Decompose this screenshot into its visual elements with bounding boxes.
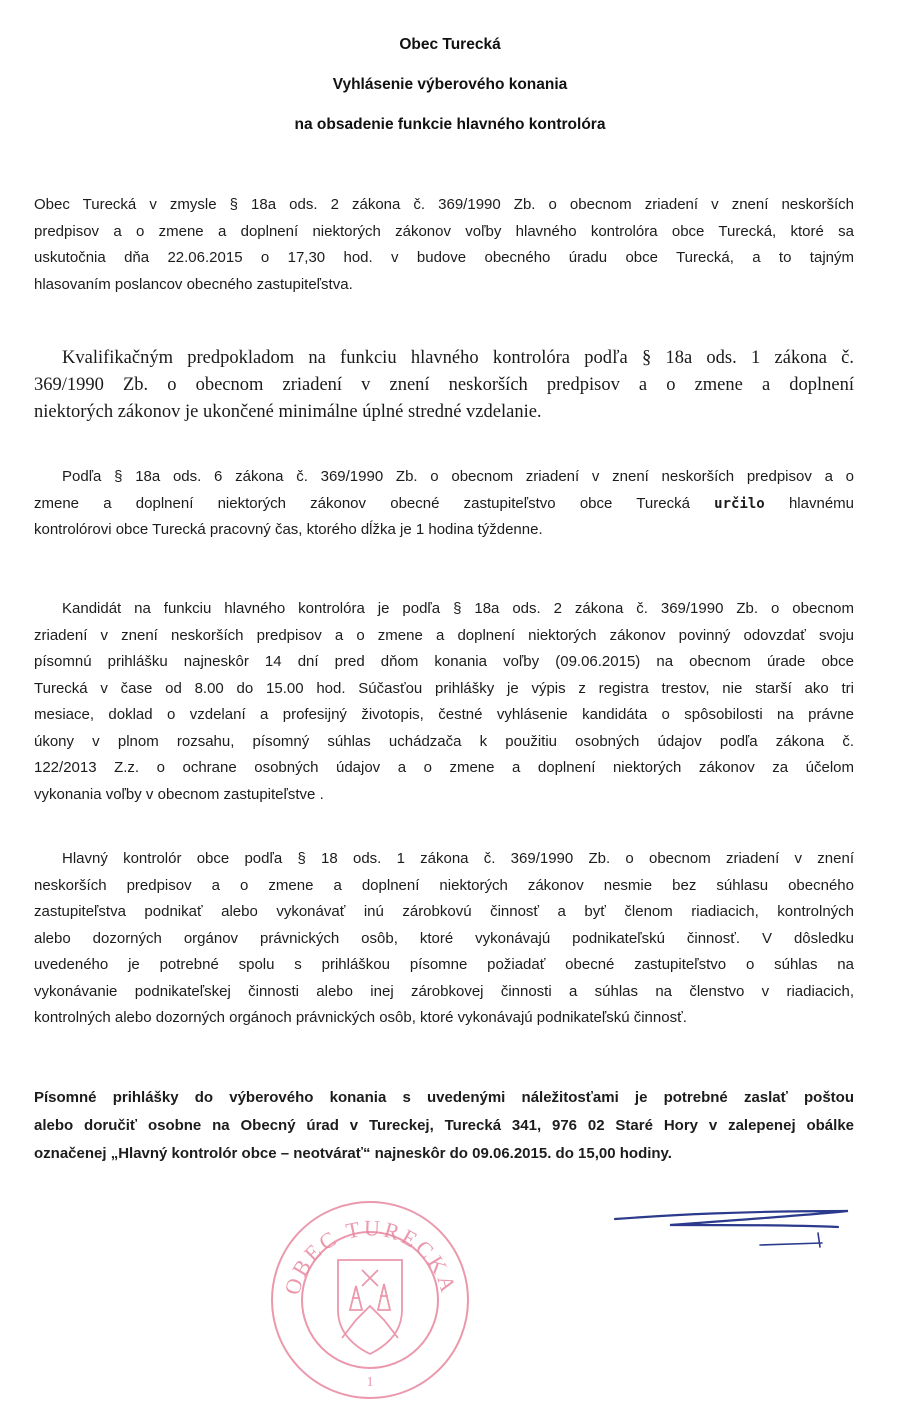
paragraph-working-time xyxy=(34,464,855,544)
paragraph-line: Obec Turecká v zmysle § 18a ods. 2 zákona č. 369/1990 Zb. o obecnom zriadení v znení neskorších xyxy=(34,196,854,213)
paragraph-line: uskutočnia dňa 22.06.2015 o 17,30 hod. v budove obecného úradu obce Turecká, a to tajným xyxy=(34,249,854,266)
paragraph-line: Podľa § 18a ods. 6 zákona č. 369/1990 Zb. o obecnom zriadení v znení neskorších predpisov a o xyxy=(62,468,854,485)
paragraph-line: zriadení v znení neskorších predpisov a o zmene a doplnení niektorých zákonov povinný odovzdať svoju xyxy=(34,626,854,644)
paragraph-line: alebo dozorných orgánov právnických osôb, ktoré vykonávajú podnikateľskú činnosť. V dôsledku xyxy=(34,929,854,947)
line-text: hlavnému xyxy=(788,494,855,512)
emphasized-word: určilo xyxy=(714,495,765,512)
paragraph-candidate-requirements xyxy=(34,596,854,808)
paragraph-line: Turecká v čase od 8.00 do 15.00 hod. Súčasťou prihlášky je výpis z registra trestov, nie starší ako tri xyxy=(34,679,854,697)
paragraph-submission-instructions xyxy=(34,1084,854,1168)
svg-text:OBEC TURECKA xyxy=(279,1215,462,1297)
paragraph-line: vykonania voľby v obecnom zastupiteľstve . xyxy=(34,785,324,803)
document-subtitle: na obsadenie funkcie hlavného kontrolóra xyxy=(294,116,606,133)
stamp-text: OBEC TURECKA xyxy=(279,1215,462,1298)
paragraph-line: alebo doručiť osobne na Obecný úrad v Tureckej, Turecká 341, 976 02 Staré Hory v zalepenej obálke xyxy=(34,1117,854,1134)
paragraph-line: kontrolných alebo dozorných orgánoch právnických osôb, ktoré vykonávajú podnikateľskú činnosť. xyxy=(34,1009,687,1026)
line-text: zmene a doplnení niektorých zákonov obecné zastupiteľstvo obce Turecká xyxy=(34,494,690,512)
paragraph-line: neskorších predpisov a o zmene a doplnení niektorých zákonov nesmie bez súhlasu obecného xyxy=(34,876,854,894)
stamp-number: 1 xyxy=(366,1375,374,1390)
paragraph-line: písomnú prihlášku najneskôr 14 dní pred dňom konania voľby (09.06.2015) na obecnom úrade obce xyxy=(34,653,854,670)
paragraph-line: zastupiteľstva podnikať alebo vykonávať inú zárobkovú činnosť a byť členom riadiacich, kontrolných xyxy=(34,903,854,920)
paragraph-line: Kandidát na funkciu hlavného kontrolóra je podľa § 18a ods. 2 zákona č. 369/1990 Zb. o obecnom xyxy=(62,600,854,617)
municipality-title: Obec Turecká xyxy=(399,36,501,53)
paragraph-line: Hlavný kontrolór obce podľa § 18 ods. 1 zákona č. 369/1990 Zb. o obecnom zriadení v znení xyxy=(62,850,854,867)
paragraph-line: vykonávanie podnikateľskej činnosti alebo inej zárobkovej činnosti a súhlas na členstvo v riadiacich, xyxy=(34,982,854,1000)
coat-of-arms-icon xyxy=(338,1260,402,1354)
paragraph-line: uvedeného je potrebné spolu s prihláškou písomne požiadať obecné zastupiteľstvo o súhlas na xyxy=(34,956,854,973)
paragraph-line: Kvalifikačným predpokladom na funkciu hlavného kontrolóra podľa § 18a ods. 1 zákona č. xyxy=(62,348,854,368)
municipal-stamp xyxy=(268,1198,473,1403)
paragraph-line: úkony v plnom rozsahu, písomný súhlas uchádzača k použitiu osobných údajov podľa zákona č. xyxy=(34,732,854,750)
paragraph-line: mesiace, doklad o vzdelaní a profesijný životopis, čestné vyhlásenie kandidáta o spôsobilosti na právne xyxy=(34,706,854,723)
paragraph-line: Písomné prihlášky do výberového konania s uvedenými náležitosťami je potrebné zaslať poštou xyxy=(34,1089,854,1106)
paragraph-line xyxy=(34,491,854,518)
paragraph-line: niektorých zákonov je ukončené minimálne úplné stredné vzdelanie. xyxy=(34,402,542,422)
paragraph-line: označenej „Hlavný kontrolór obce – neotvárať“ najneskôr do 09.06.2015. do 15,00 hodiny. xyxy=(34,1145,672,1162)
paragraph-line: hlasovaním poslancov obecného zastupiteľstva. xyxy=(34,275,353,293)
signature xyxy=(610,1205,860,1255)
paragraph-line: predpisov a o zmene a doplnení niektorých zákonov voľby hlavného kontrolóra obce Turecká, ktoré sa xyxy=(34,222,854,240)
paragraph-line: 369/1990 Zb. o obecnom zriadení v znení neskorších predpisov a o zmene a doplnení xyxy=(34,375,854,395)
document-title: Vyhlásenie výberového konania xyxy=(332,76,568,93)
paragraph-qualification xyxy=(34,345,854,426)
paragraph-line: kontrolórovi obce Turecká pracovný čas, ktorého dĺžka je 1 hodina týždenne. xyxy=(34,521,543,538)
paragraph-line: 122/2013 Z.z. o ochrane osobných údajov a o zmene a doplnení niektorých zákonov za účelom xyxy=(34,759,854,776)
paragraph-restrictions xyxy=(34,846,854,1032)
paragraph-election-announcement xyxy=(34,192,854,298)
